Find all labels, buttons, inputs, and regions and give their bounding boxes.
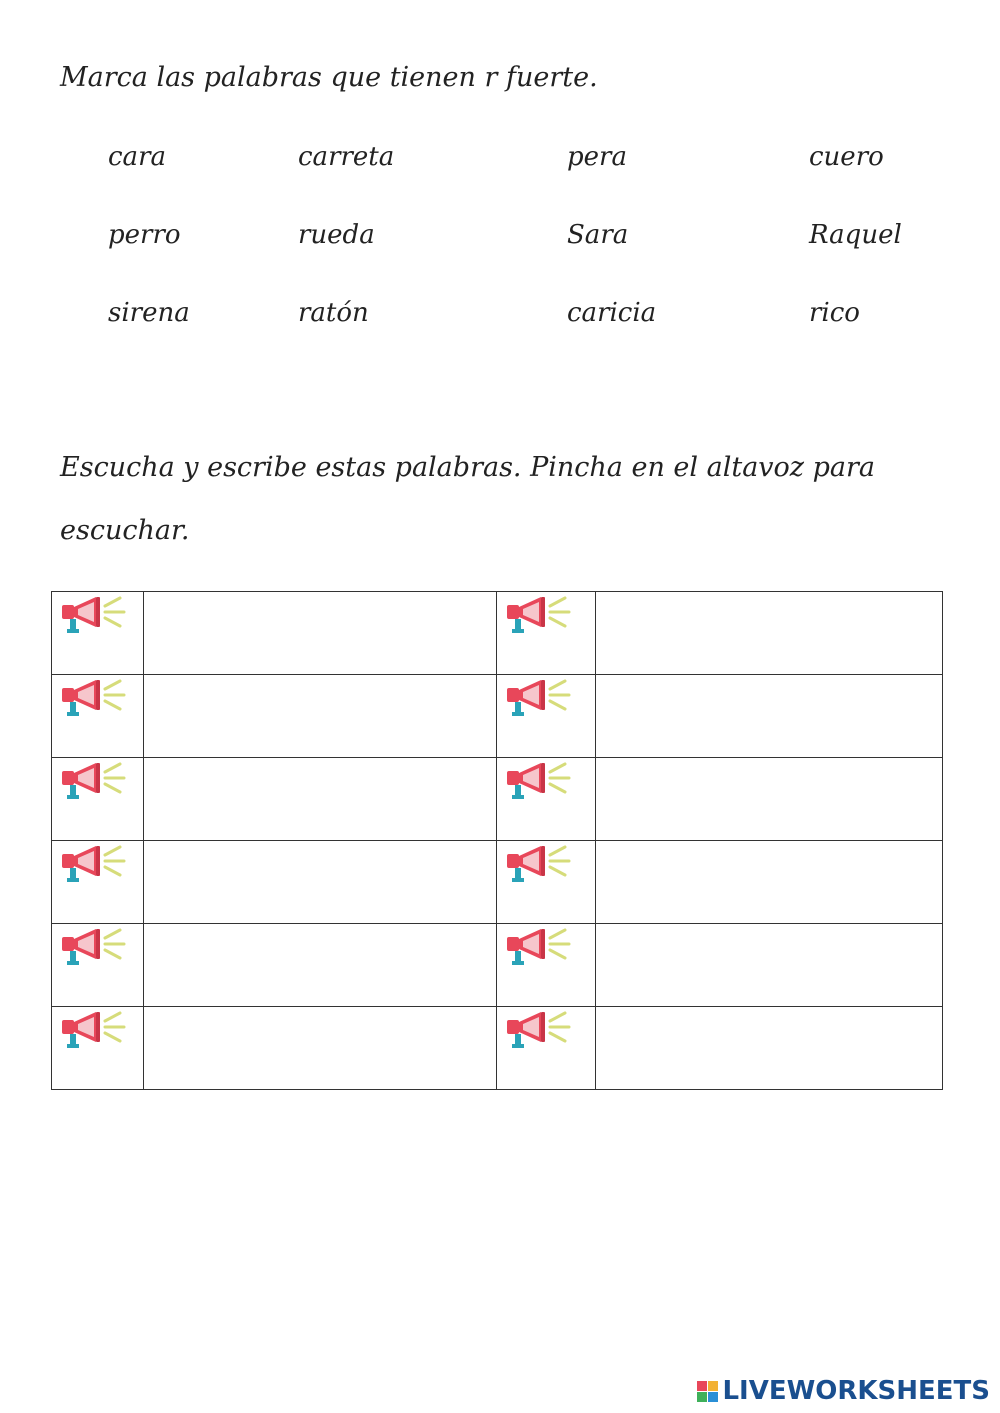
speaker-cell: [497, 758, 596, 841]
answer-cell: [144, 758, 497, 841]
word-option[interactable]: sirena: [108, 298, 190, 328]
answer-input[interactable]: [144, 1007, 496, 1087]
answer-cell: [144, 924, 497, 1007]
megaphone-speaker-icon[interactable]: [60, 762, 132, 806]
megaphone-speaker-icon[interactable]: [505, 1011, 577, 1055]
answer-cell: [596, 675, 943, 758]
logo-blocks-icon: [697, 1381, 718, 1402]
speaker-cell: [52, 924, 144, 1007]
liveworksheets-logo: [697, 1376, 990, 1406]
answer-cell: [596, 924, 943, 1007]
word-option[interactable]: carreta: [298, 142, 395, 172]
answer-cell: [596, 758, 943, 841]
brand-name: LIVEWORKSHEETS: [722, 1376, 990, 1406]
answer-cell: [596, 841, 943, 924]
word-option[interactable]: perro: [108, 220, 181, 250]
word-option[interactable]: Sara: [567, 220, 629, 250]
answer-input[interactable]: [596, 841, 942, 921]
word-option[interactable]: Raquel: [809, 220, 902, 250]
dictation-table: [51, 591, 943, 1090]
speaker-cell: [52, 592, 144, 675]
dictation-row: [52, 841, 943, 924]
answer-cell: [596, 592, 943, 675]
answer-cell: [144, 841, 497, 924]
answer-cell: [596, 1007, 943, 1090]
answer-cell: [144, 1007, 497, 1090]
answer-cell: [144, 592, 497, 675]
word-option[interactable]: ratón: [298, 298, 369, 328]
word-option[interactable]: cara: [108, 142, 166, 172]
answer-input[interactable]: [144, 841, 496, 921]
megaphone-speaker-icon[interactable]: [505, 845, 577, 889]
answer-input[interactable]: [144, 675, 496, 755]
megaphone-speaker-icon[interactable]: [60, 845, 132, 889]
answer-input[interactable]: [144, 758, 496, 838]
megaphone-speaker-icon[interactable]: [60, 679, 132, 723]
answer-input[interactable]: [144, 924, 496, 1004]
dictation-row: [52, 758, 943, 841]
megaphone-speaker-icon[interactable]: [60, 1011, 132, 1055]
megaphone-speaker-icon[interactable]: [60, 928, 132, 972]
answer-input[interactable]: [596, 675, 942, 755]
dictation-row: [52, 1007, 943, 1090]
speaker-cell: [497, 1007, 596, 1090]
answer-cell: [144, 675, 497, 758]
word-option[interactable]: cuero: [809, 142, 884, 172]
dictation-row: [52, 924, 943, 1007]
answer-input[interactable]: [144, 592, 496, 672]
word-option[interactable]: caricia: [567, 298, 657, 328]
dictation-row: [52, 675, 943, 758]
dictation-instruction-line2: escuchar.: [60, 515, 190, 546]
speaker-cell: [52, 675, 144, 758]
dictation-row: [52, 592, 943, 675]
megaphone-speaker-icon[interactable]: [505, 596, 577, 640]
answer-input[interactable]: [596, 592, 942, 672]
megaphone-speaker-icon[interactable]: [505, 762, 577, 806]
speaker-cell: [497, 841, 596, 924]
speaker-cell: [497, 675, 596, 758]
word-option[interactable]: rueda: [298, 220, 375, 250]
word-option[interactable]: rico: [809, 298, 860, 328]
speaker-cell: [52, 841, 144, 924]
answer-input[interactable]: [596, 758, 942, 838]
speaker-cell: [52, 758, 144, 841]
megaphone-speaker-icon[interactable]: [505, 679, 577, 723]
speaker-cell: [497, 924, 596, 1007]
word-option[interactable]: pera: [567, 142, 627, 172]
mark-words-instruction: Marca las palabras que tienen r fuerte.: [60, 62, 598, 93]
megaphone-speaker-icon[interactable]: [60, 596, 132, 640]
speaker-cell: [52, 1007, 144, 1090]
megaphone-speaker-icon[interactable]: [505, 928, 577, 972]
dictation-instruction-line1: Escucha y escribe estas palabras. Pincha en el altavoz para: [60, 452, 875, 483]
answer-input[interactable]: [596, 924, 942, 1004]
speaker-cell: [497, 592, 596, 675]
answer-input[interactable]: [596, 1007, 942, 1087]
